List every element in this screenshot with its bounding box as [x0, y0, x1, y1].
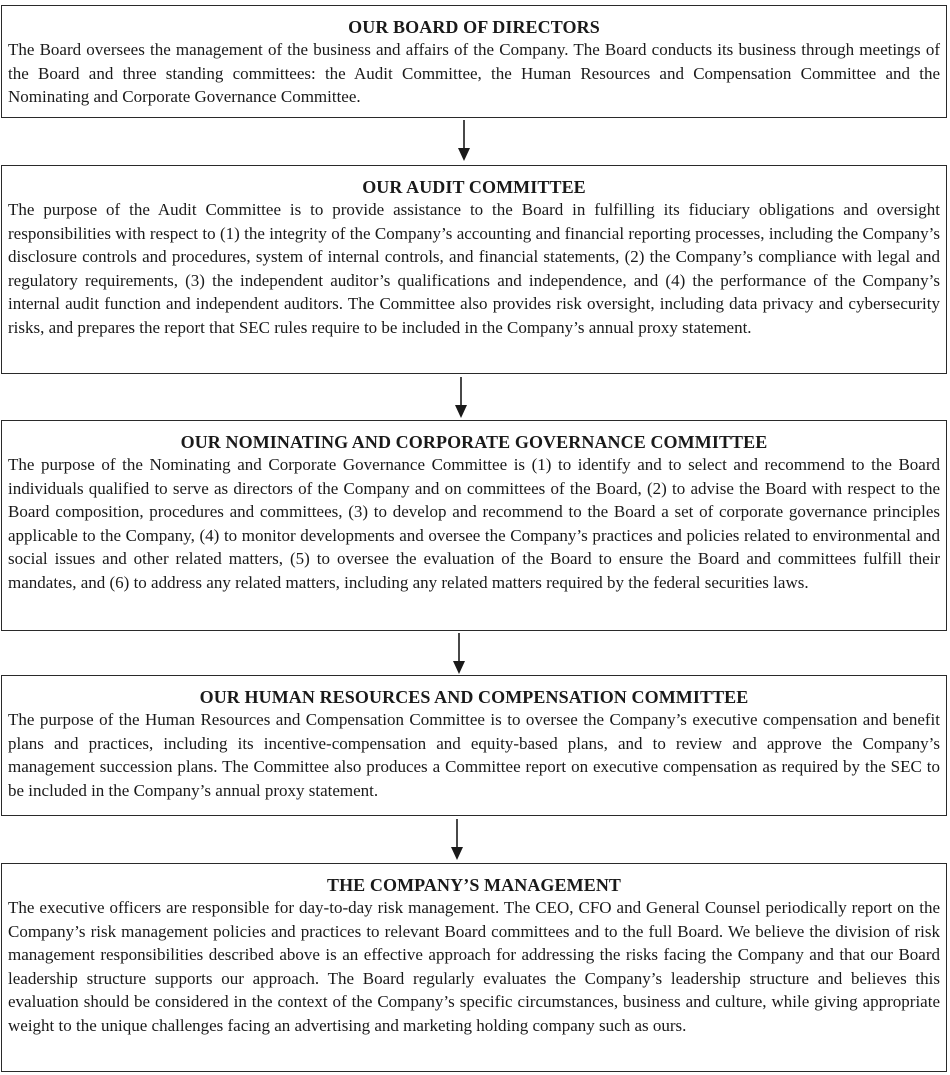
nominating-governance-committee-text: The purpose of the Nominating and Corporate Governance Committee is (1) to identify and to select and recommend to the Board individuals qualified to serve as directors of the Company and on committees of the Board, (2) to advise the Board with respect to the Board composition, procedures and committees, (3) to develop and recommend to the Board a set of corporate governance principles applicable to the Company, (4) to monitor developments and oversee the Company’s practices and policies related to environmental and social issues and other related matters, (5) to oversee the evaluation of the Board to ensure the Board and committees fulfill their mandates, and (6) to address any related matters, including any related matters required by the federal securities laws.	[8, 455, 940, 592]
down-arrow-icon	[451, 377, 471, 419]
nominating-governance-committee-title: OUR NOMINATING AND CORPORATE GOVERNANCE COMMITTEE	[180, 432, 768, 452]
board-of-directors-title: OUR BOARD OF DIRECTORS	[348, 17, 600, 37]
hr-compensation-committee-title: OUR HUMAN RESOURCES AND COMPENSATION COMMITTEE	[199, 687, 749, 707]
audit-committee-title: OUR AUDIT COMMITTEE	[362, 177, 586, 197]
audit-committee-text: The purpose of the Audit Committee is to provide assistance to the Board in fulfilling its fiduciary obligations and oversight responsibilities with respect to (1) the integrity of the Company’s accounting and financial reporting processes, including the Company’s disclosure controls and procedures, system of internal controls, and financial statements, (2) the Company’s compliance with legal and regulatory requirements, (3) the independent auditor’s qualifications and independence, and (4) the performance of the Company’s internal audit function and independent auditors. The Committee also provides risk oversight, including data privacy and cybersecurity risks, and prepares the report that SEC rules require to be included in the Company’s annual proxy statement.	[8, 200, 940, 337]
nominating-governance-committee-box	[1, 420, 947, 631]
down-arrow-icon	[454, 120, 474, 162]
down-arrow-icon	[447, 819, 467, 861]
company-management-text: The executive officers are responsible for day-to-day risk management. The CEO, CFO and General Counsel periodically report on the Company’s risk management policies and practices to relevant Board committees and to the full Board. We believe the division of risk management responsibilities described above is an effective approach for addressing the risks facing the Company and that our Board leadership structure supports our approach. The Board regularly evaluates the Company’s leadership structure and believes this evaluation should be considered in the context of the Company’s specific circumstances, business and culture, while giving appropriate weight to the unique challenges facing an advertising and marketing holding company such as ours.	[8, 898, 940, 1035]
company-management-title: THE COMPANY’S MANAGEMENT	[326, 875, 622, 895]
hr-compensation-committee-text: The purpose of the Human Resources and Compensation Committee is to oversee the Company’s executive compensation and benefit plans and practices, including its incentive-compensation and equity-based plans, and to review and approve the Company’s management succession plans. The Committee also produces a Committee report on executive compensation as required by the SEC to be included in the Company’s annual proxy statement.	[8, 710, 940, 800]
board-of-directors-text: The Board oversees the management of the business and affairs of the Company. The Board conducts its business through meetings of the Board and three standing committees: the Audit Committee, the Human Resources and Compensation Committee and the Nominating and Corporate Governance Committee.	[8, 40, 940, 106]
company-management-box	[1, 863, 947, 1072]
board-of-directors-box	[1, 5, 947, 118]
audit-committee-box	[1, 165, 947, 374]
hr-compensation-committee-box	[1, 675, 947, 816]
down-arrow-icon	[449, 633, 469, 675]
